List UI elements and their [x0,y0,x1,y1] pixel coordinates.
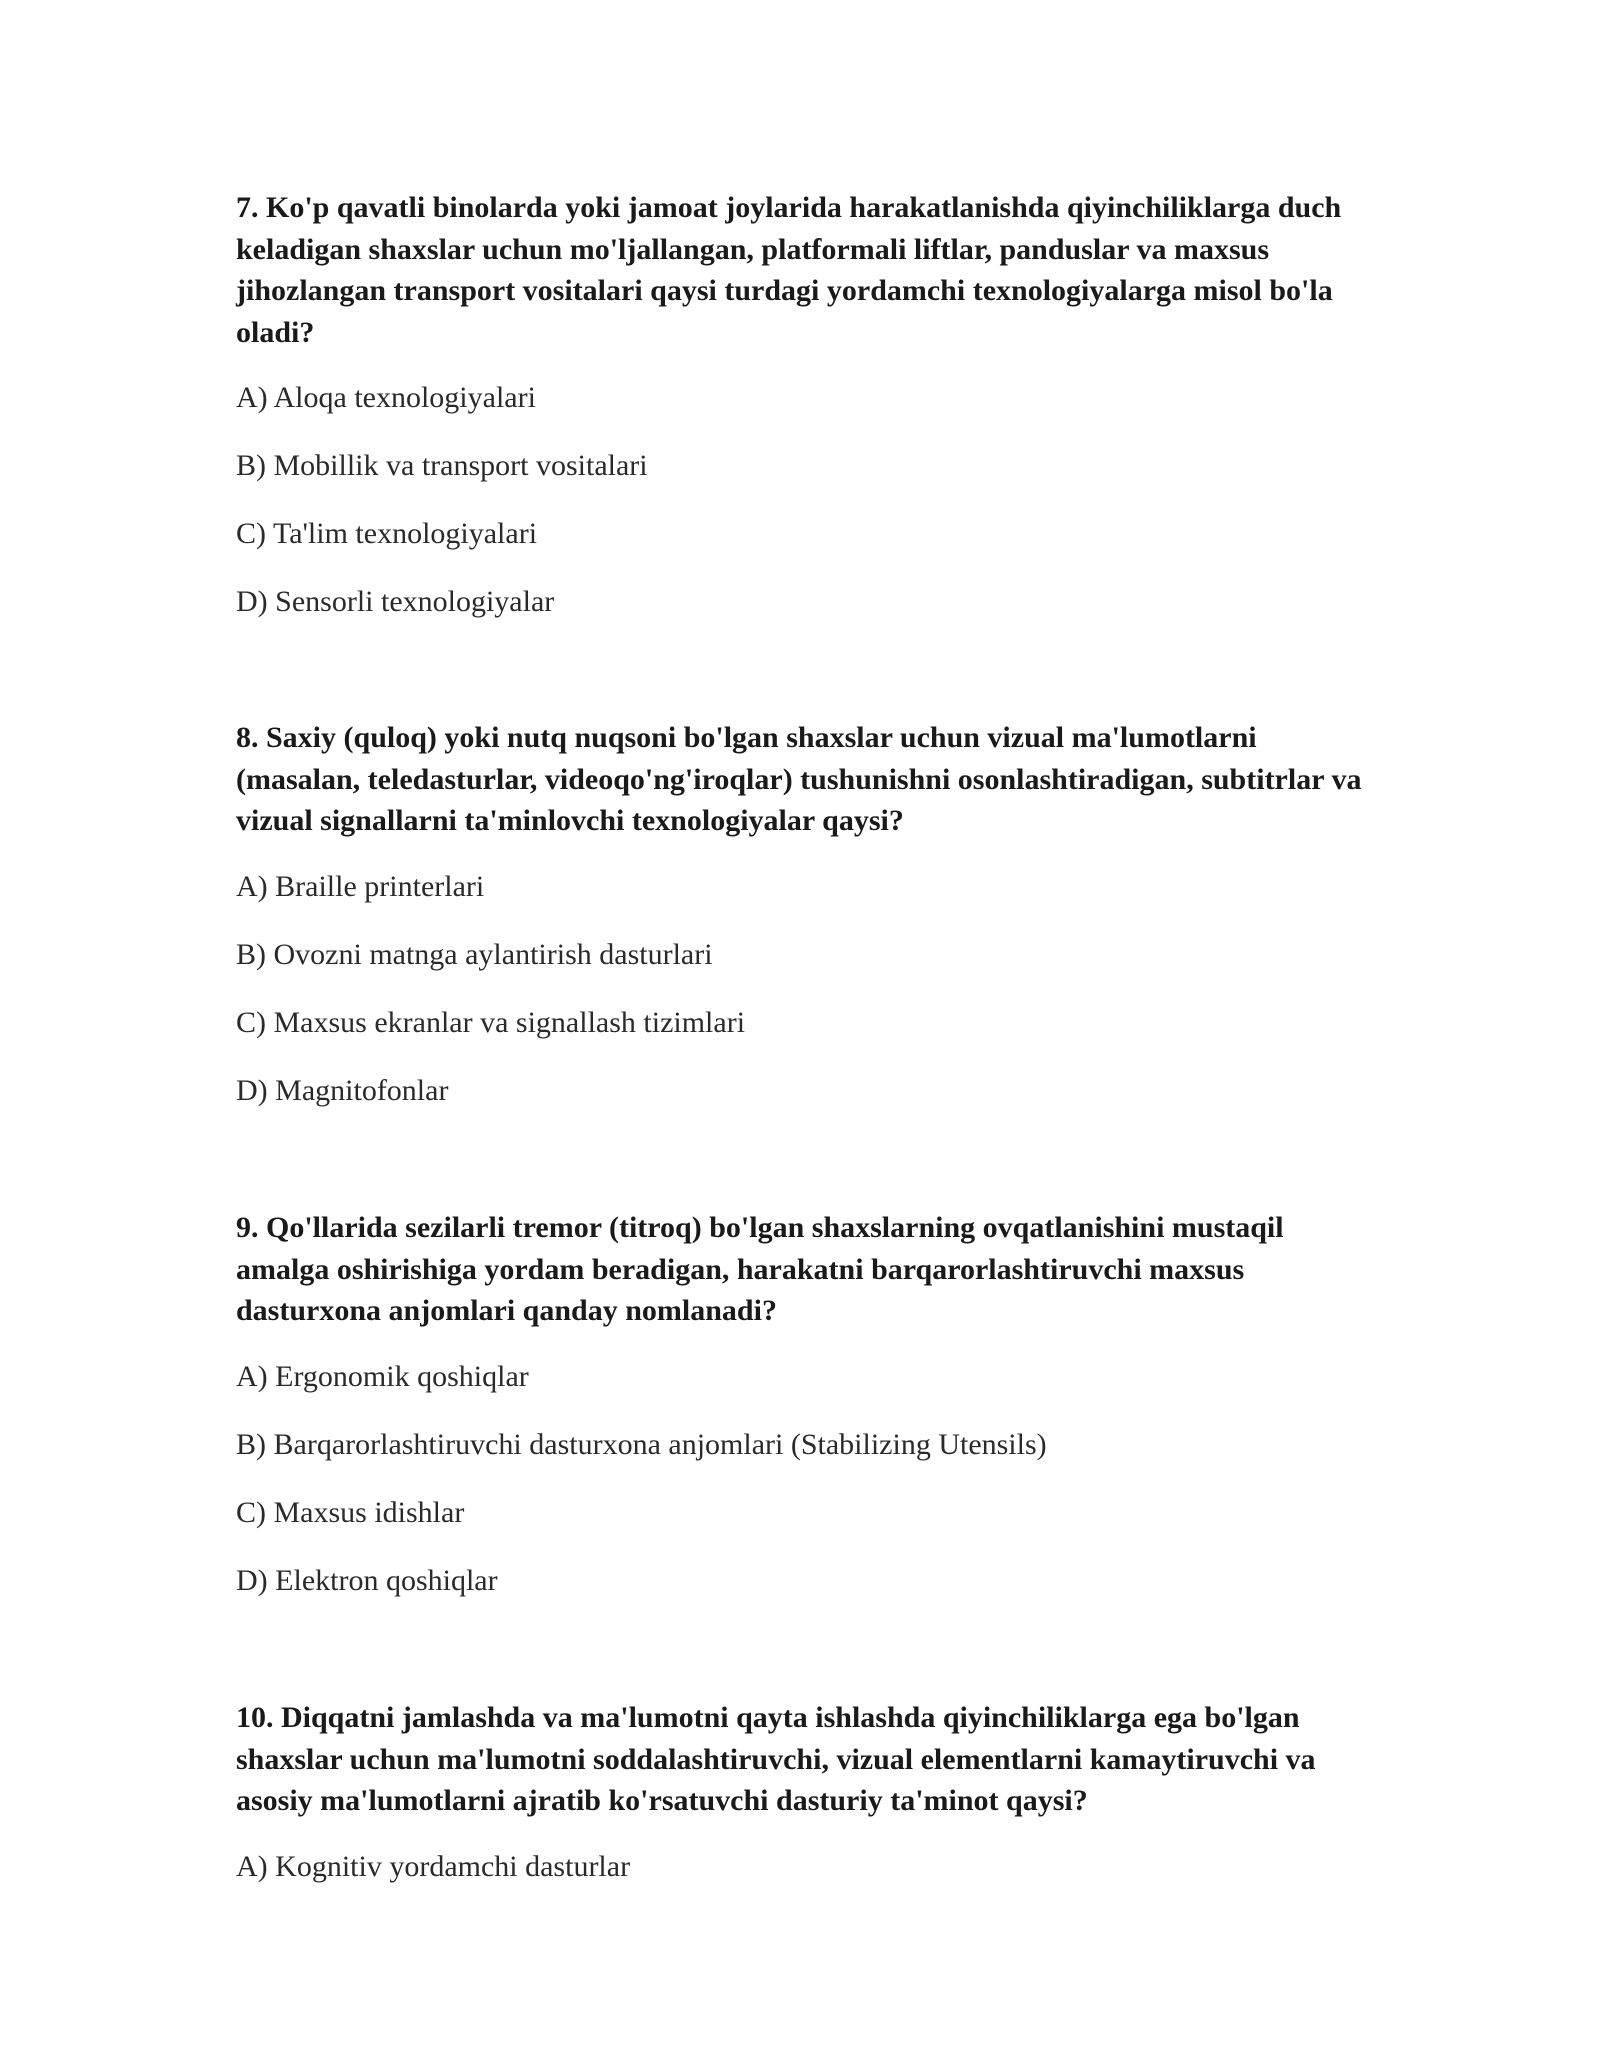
question-10 [236,1697,1366,1914]
option-b: B) Mobillik va transport vositalari [236,449,648,482]
answer-options [236,1846,1366,1914]
question-text: 9. Qo'llarida sezilarli tremor (titroq) bo'lgan shaxslarning ovqatlanishini mustaqil amalga oshirishiga yordam beradigan, harakatni barqarorlashtiruvchi maxsus dasturxona anjomlari qanday nomlanadi? [236,1211,1284,1327]
answer-options [236,377,1366,649]
question-7 [236,187,1366,649]
answer-options [236,866,1366,1138]
option-a: A) Aloqa texnologiyalari [236,381,536,414]
option-b: B) Barqarorlashtiruvchi dasturxona anjomlari (Stabilizing Utensils) [236,1427,1047,1461]
option-a: A) Braille printerlari [236,869,485,903]
option-c: C) Maxsus ekranlar va signallash tizimlari [236,1005,746,1039]
option-c: C) Ta'lim texnologiyalari [236,517,538,550]
question-text: 7. Ko'p qavatli binolarda yoki jamoat joylarida harakatlanishda qiyinchiliklarga duch keladigan shaxslar uchun mo'ljallangan, platformali liftlar, panduslar va maxsus jihozlangan transport vositalari qaysi turdagi yordamchi texnologiyalarga misol bo'la oladi? [236,191,1342,349]
question-8 [236,717,1366,1138]
question-text: 10. Diqqatni jamlashda va ma'lumotni qayta ishlashda qiyinchiliklarga ega bo'lgan shaxslar uchun ma'lumotni soddalashtiruvchi, vizual elementlarni kamaytiruvchi va asosiy ma'lumotlarni ajratib ko'rsatuvchi dasturiy ta'minot qaysi? [236,1701,1316,1817]
question-9 [236,1207,1366,1628]
option-d: D) Sensorli texnologiyalar [236,585,555,618]
option-d: D) Magnitofonlar [236,1073,449,1107]
option-a: A) Ergonomik qoshiqlar [236,1359,529,1393]
option-d: D) Elektron qoshiqlar [236,1563,498,1597]
option-a: A) Kognitiv yordamchi dasturlar [236,1849,631,1883]
question-text: 8. Saxiy (quloq) yoki nutq nuqsoni bo'lgan shaxslar uchun vizual ma'lumotlarni (masalan, teledasturlar, videoqo'ng'iroqlar) tushunishni osonlashtiradigan, subtitrlar va vizual signallarni ta'minlovchi texnologiyalar qaysi? [236,721,1362,837]
option-b: B) Ovozni matnga aylantirish dasturlari [236,937,713,971]
option-c: C) Maxsus idishlar [236,1495,465,1529]
answer-options [236,1356,1366,1628]
